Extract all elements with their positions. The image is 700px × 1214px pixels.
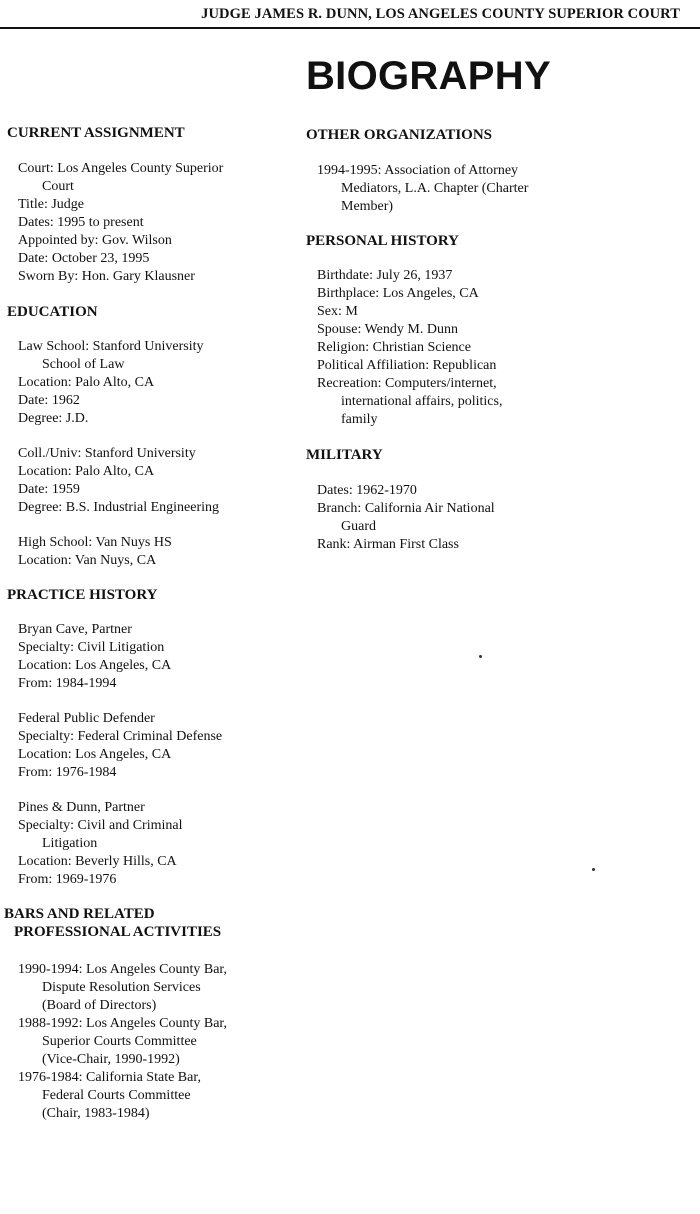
spouse-line: Spouse: Wendy M. Dunn <box>317 322 458 337</box>
entry-line: Date: 1959 <box>18 482 80 497</box>
section-education <box>7 303 297 570</box>
recreation-line-cont: international affairs, politics, <box>341 394 503 409</box>
entry-line: From: 1969-1976 <box>18 872 117 887</box>
section-practice-history <box>7 586 297 889</box>
entry-line: Bryan Cave, Partner <box>18 622 132 637</box>
entry-line-cont: (Board of Directors) <box>42 998 157 1013</box>
section-heading: CURRENT ASSIGNMENT <box>7 125 185 141</box>
section-body <box>7 621 297 889</box>
section-personal-history <box>306 232 656 429</box>
section-other-organizations <box>306 126 656 216</box>
entry-line: Location: Los Angeles, CA <box>18 747 172 762</box>
entry-line-cont: Dispute Resolution Services <box>42 980 201 995</box>
entry-line: Location: Los Angeles, CA <box>18 658 172 673</box>
recreation-line: Recreation: Computers/internet, <box>317 376 497 391</box>
religion-line: Religion: Christian Science <box>317 340 471 355</box>
section-heading: PRACTICE HISTORY <box>7 587 158 603</box>
entry-line: Date: 1962 <box>18 393 80 408</box>
dates-line: Dates: 1995 to present <box>18 215 144 230</box>
practice-bryan-cave <box>18 621 297 693</box>
practice-pines-dunn <box>18 799 297 889</box>
entry-line: Location: Palo Alto, CA <box>18 464 155 479</box>
appointed-by-line: Appointed by: Gov. Wilson <box>18 233 172 248</box>
education-college <box>18 445 297 517</box>
section-body <box>7 338 297 570</box>
entry-line: Dates: 1962-1970 <box>317 483 417 498</box>
entry-line: Specialty: Federal Criminal Defense <box>18 729 223 744</box>
entry-line: 1990-1994: Los Angeles County Bar, <box>18 962 228 977</box>
education-law-school <box>18 338 297 428</box>
birthdate-line: Birthdate: July 26, 1937 <box>317 268 453 283</box>
section-military <box>306 446 656 554</box>
section-body <box>306 267 656 429</box>
birthplace-line: Birthplace: Los Angeles, CA <box>317 286 479 301</box>
section-heading: EDUCATION <box>7 304 98 320</box>
section-heading: MILITARY <box>306 447 383 463</box>
entry-line: 1976-1984: California State Bar, <box>18 1070 201 1085</box>
left-column <box>4 124 297 1123</box>
political-affiliation-line: Political Affiliation: Republican <box>317 358 497 373</box>
entry-line-cont: Federal Courts Committee <box>42 1088 191 1103</box>
entry-line: Pines & Dunn, Partner <box>18 800 145 815</box>
header-bar <box>0 0 700 29</box>
section-heading: PERSONAL HISTORY <box>306 233 459 249</box>
entry-line-cont: Litigation <box>42 836 98 851</box>
entry-line: Degree: B.S. Industrial Engineering <box>18 500 220 515</box>
court-line-cont: Court <box>42 179 74 194</box>
entry-line: 1988-1992: Los Angeles County Bar, <box>18 1016 228 1031</box>
entry-line: Federal Public Defender <box>18 711 155 726</box>
entry-line: Branch: California Air National <box>317 501 495 516</box>
entry-line-cont: Mediators, L.A. Chapter (Charter <box>341 181 529 196</box>
entry-line: Specialty: Civil and Criminal <box>18 818 183 833</box>
section-current-assignment <box>7 124 297 286</box>
entry-line-cont: Guard <box>341 519 376 534</box>
court-line: Court: Los Angeles County Superior <box>18 161 224 176</box>
practice-federal-defender <box>18 710 297 782</box>
section-body <box>306 482 656 554</box>
sworn-by-line: Sworn By: Hon. Gary Klausner <box>18 269 195 284</box>
section-heading-line1: BARS AND RELATED <box>4 906 155 922</box>
entry-line: Location: Van Nuys, CA <box>18 553 157 568</box>
entry-line: Rank: Airman First Class <box>317 537 459 552</box>
title-line: Title: Judge <box>18 197 84 212</box>
entry-line: 1994-1995: Association of Attorney <box>317 163 519 178</box>
entry-line: From: 1976-1984 <box>18 765 117 780</box>
entry-line: High School: Van Nuys HS <box>18 535 172 550</box>
right-column <box>306 126 656 554</box>
entry-line: Location: Palo Alto, CA <box>18 375 155 390</box>
section-body <box>7 160 297 286</box>
section-body <box>7 961 297 1123</box>
scan-speck <box>479 655 482 658</box>
page-title: BIOGRAPHY <box>306 54 551 98</box>
entry-line-cont: (Vice-Chair, 1990-1992) <box>42 1052 180 1067</box>
entry-line: Degree: J.D. <box>18 411 89 426</box>
entry-line-cont: School of Law <box>42 357 125 372</box>
section-heading-line2: PROFESSIONAL ACTIVITIES <box>14 924 222 940</box>
entry-line: From: 1984-1994 <box>18 676 117 691</box>
sex-line: Sex: M <box>317 304 358 319</box>
entry-line-cont: Superior Courts Committee <box>42 1034 197 1049</box>
education-high-school <box>18 534 297 570</box>
section-bars <box>4 905 297 1123</box>
entry-line-cont: Member) <box>341 199 394 214</box>
section-heading: OTHER ORGANIZATIONS <box>306 127 493 143</box>
scan-speck <box>592 868 595 871</box>
entry-line: Location: Beverly Hills, CA <box>18 854 177 869</box>
entry-line-cont: (Chair, 1983-1984) <box>42 1106 150 1121</box>
section-heading <box>4 905 297 941</box>
entry-line: Specialty: Civil Litigation <box>18 640 165 655</box>
entry-line: Law School: Stanford University <box>18 339 204 354</box>
entry-line: Coll./Univ: Stanford University <box>18 446 196 461</box>
date-line: Date: October 23, 1995 <box>18 251 150 266</box>
recreation-line-cont: family <box>341 412 378 427</box>
section-body <box>306 162 656 216</box>
header-text: JUDGE JAMES R. DUNN, LOS ANGELES COUNTY SUPERIOR COURT <box>201 6 680 22</box>
